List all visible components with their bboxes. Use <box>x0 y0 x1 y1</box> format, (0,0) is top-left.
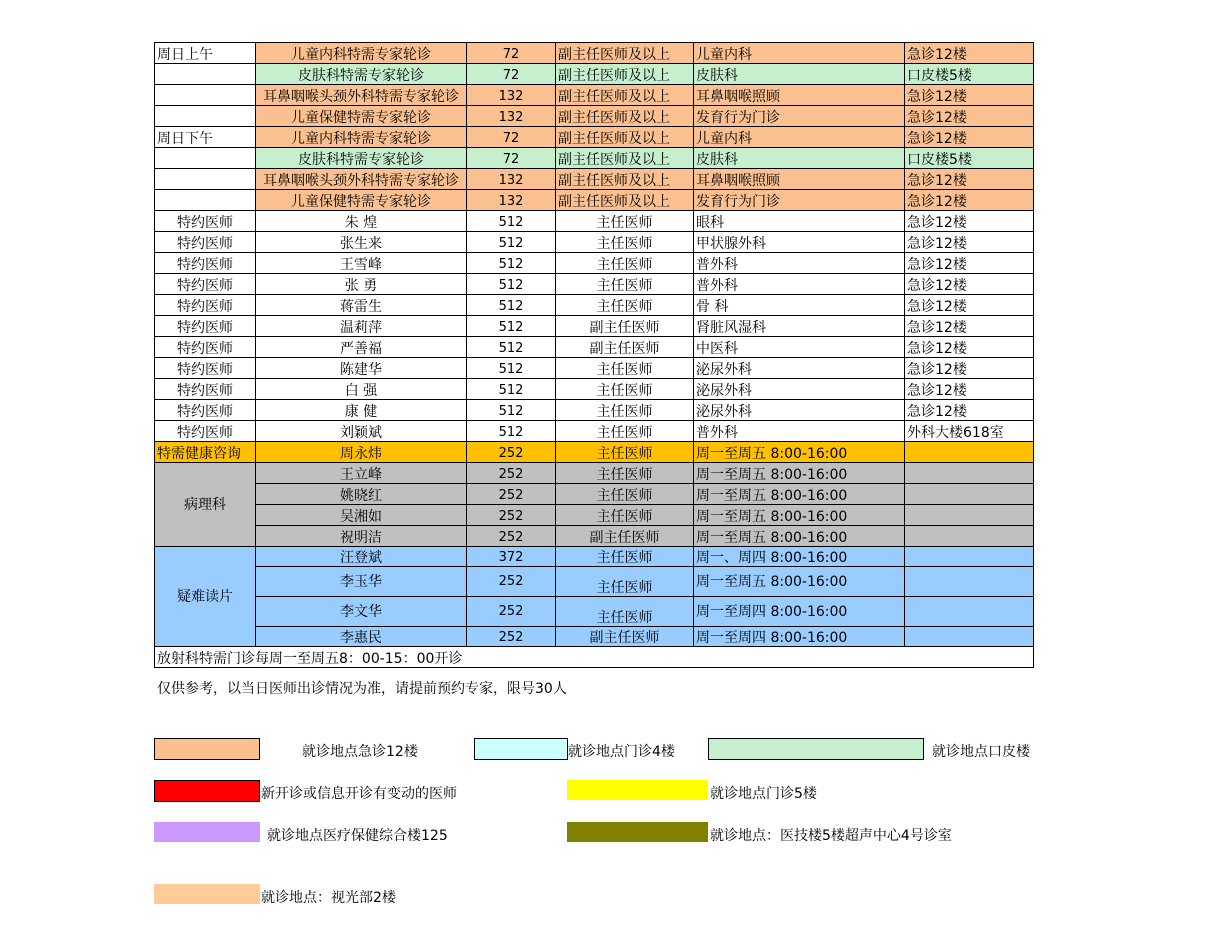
session-cell: 周日上午 <box>155 43 256 64</box>
legend-swatch-purple <box>154 822 260 842</box>
table-row <box>155 484 1034 505</box>
schedule-cell: 周一至周五 8:00-16:00 <box>694 484 905 505</box>
table-row <box>155 64 1034 85</box>
fee-cell: 252 <box>467 526 556 547</box>
title-cell: 主任医师 <box>556 211 694 232</box>
department-cell: 普外科 <box>694 274 905 295</box>
clinic-name-cell: 严善福 <box>256 337 467 358</box>
location-cell: 急诊12楼 <box>905 127 1034 148</box>
location-cell <box>905 567 1034 597</box>
location-cell <box>905 547 1034 567</box>
title-cell: 主任医师 <box>556 379 694 400</box>
session-cell <box>155 148 256 169</box>
legend-label-op5: 就诊地点门诊5楼 <box>710 786 817 802</box>
radiology-hours-row: 放射科特需门诊每周一至周五8：00-15：00开诊 <box>155 647 1034 668</box>
fee-cell: 252 <box>467 597 556 627</box>
location-cell: 急诊12楼 <box>905 190 1034 211</box>
schedule-cell: 周一至周四 8:00-16:00 <box>694 597 905 627</box>
fee-cell: 512 <box>467 232 556 253</box>
title-cell: 主任医师 <box>556 442 694 463</box>
clinic-name-cell: 白 强 <box>256 379 467 400</box>
session-cell: 特约医师 <box>155 232 256 253</box>
location-cell <box>905 442 1034 463</box>
title-cell: 副主任医师及以上 <box>556 190 694 211</box>
session-cell: 特约医师 <box>155 211 256 232</box>
location-cell: 急诊12楼 <box>905 169 1034 190</box>
legend-label-optometry: 就诊地点：视光部2楼 <box>261 890 396 906</box>
location-cell: 急诊12楼 <box>905 337 1034 358</box>
department-cell: 泌尿外科 <box>694 379 905 400</box>
location-cell <box>905 597 1034 627</box>
title-cell: 主任医师 <box>556 567 694 597</box>
location-cell: 急诊12楼 <box>905 106 1034 127</box>
clinic-name-cell: 张 勇 <box>256 274 467 295</box>
title-cell: 副主任医师 <box>556 627 694 647</box>
table-row <box>155 190 1034 211</box>
legend-label-ultrasound: 就诊地点：医技楼5楼超声中心4号诊室 <box>710 828 952 844</box>
legend-swatch-yellow <box>567 780 708 800</box>
legend-swatch-red <box>154 780 260 802</box>
session-cell: 特约医师 <box>155 379 256 400</box>
legend-swatch-green <box>708 738 924 760</box>
fee-cell: 252 <box>467 567 556 597</box>
table-row <box>155 597 1034 627</box>
title-cell: 主任医师 <box>556 505 694 526</box>
table-row <box>155 526 1034 547</box>
department-cell: 骨 科 <box>694 295 905 316</box>
legend-swatch-olive <box>567 822 708 842</box>
session-cell: 特约医师 <box>155 274 256 295</box>
table-row <box>155 253 1034 274</box>
table-row <box>155 400 1034 421</box>
session-cell <box>155 85 256 106</box>
session-cell: 特约医师 <box>155 253 256 274</box>
fee-cell: 72 <box>467 43 556 64</box>
location-cell: 急诊12楼 <box>905 316 1034 337</box>
table-row <box>155 274 1034 295</box>
title-cell: 副主任医师及以上 <box>556 43 694 64</box>
fee-cell: 372 <box>467 547 556 567</box>
fee-cell: 512 <box>467 379 556 400</box>
schedule-cell: 周一至周五 8:00-16:00 <box>694 567 905 597</box>
legend-swatch-peach <box>154 884 260 904</box>
clinic-name-cell: 蒋雷生 <box>256 295 467 316</box>
clinic-name-cell: 刘颖斌 <box>256 421 467 442</box>
table-row <box>155 442 1034 463</box>
title-cell: 主任医师 <box>556 597 694 627</box>
table-row <box>155 85 1034 106</box>
session-cell <box>155 190 256 211</box>
legend-label-oral-skin: 就诊地点口皮楼 <box>932 744 1030 760</box>
fee-cell: 132 <box>467 85 556 106</box>
table-row <box>155 337 1034 358</box>
department-cell: 周一至周五 8:00-16:00 <box>694 442 905 463</box>
fee-cell: 132 <box>467 169 556 190</box>
table-row <box>155 627 1034 647</box>
location-cell: 急诊12楼 <box>905 274 1034 295</box>
session-cell <box>155 64 256 85</box>
location-cell: 急诊12楼 <box>905 400 1034 421</box>
schedule-cell: 周一、周四 8:00-16:00 <box>694 547 905 567</box>
fee-cell: 132 <box>467 190 556 211</box>
disclaimer-note: 仅供参考，以当日医师出诊情况为准，请提前预约专家，限号30人 <box>157 681 567 697</box>
legend-label-er12: 就诊地点急诊12楼 <box>302 744 418 760</box>
fee-cell: 512 <box>467 337 556 358</box>
schedule-cell: 周一至周四 8:00-16:00 <box>694 627 905 647</box>
fee-cell: 512 <box>467 400 556 421</box>
fee-cell: 512 <box>467 274 556 295</box>
fee-cell: 72 <box>467 64 556 85</box>
location-cell: 急诊12楼 <box>905 85 1034 106</box>
clinic-name-cell: 耳鼻咽喉头颈外科特需专家轮诊 <box>256 169 467 190</box>
clinic-name-cell: 陈建华 <box>256 358 467 379</box>
location-cell: 急诊12楼 <box>905 232 1034 253</box>
fee-cell: 72 <box>467 148 556 169</box>
title-cell: 副主任医师 <box>556 526 694 547</box>
location-cell: 急诊12楼 <box>905 358 1034 379</box>
clinic-name-cell: 儿童内科特需专家轮诊 <box>256 127 467 148</box>
session-cell <box>155 106 256 127</box>
table-row <box>155 232 1034 253</box>
session-cell: 特约医师 <box>155 421 256 442</box>
location-cell: 外科大楼618室 <box>905 421 1034 442</box>
fee-cell: 512 <box>467 358 556 379</box>
legend-label-health-bldg: 就诊地点医疗保健综合楼125 <box>267 828 448 844</box>
title-cell: 主任医师 <box>556 484 694 505</box>
group-label-pathology: 病理科 <box>155 463 256 547</box>
department-cell: 普外科 <box>694 421 905 442</box>
doctor-name-cell: 姚晓红 <box>256 484 467 505</box>
fee-cell: 252 <box>467 627 556 647</box>
clinic-name-cell: 儿童内科特需专家轮诊 <box>256 43 467 64</box>
title-cell: 主任医师 <box>556 421 694 442</box>
schedule-cell: 周一至周五 8:00-16:00 <box>694 463 905 484</box>
fee-cell: 72 <box>467 127 556 148</box>
location-cell: 急诊12楼 <box>905 43 1034 64</box>
location-cell: 口皮楼5楼 <box>905 148 1034 169</box>
department-cell: 发育行为门诊 <box>694 190 905 211</box>
location-cell: 急诊12楼 <box>905 379 1034 400</box>
schedule-cell: 周一至周五 8:00-16:00 <box>694 526 905 547</box>
fee-cell: 252 <box>467 463 556 484</box>
fee-cell: 512 <box>467 295 556 316</box>
title-cell: 主任医师 <box>556 295 694 316</box>
location-cell: 口皮楼5楼 <box>905 64 1034 85</box>
table-row <box>155 421 1034 442</box>
fee-cell: 252 <box>467 442 556 463</box>
session-cell: 特需健康咨询 <box>155 442 256 463</box>
location-cell: 急诊12楼 <box>905 253 1034 274</box>
clinic-name-cell: 周永炜 <box>256 442 467 463</box>
location-cell <box>905 505 1034 526</box>
doctor-name-cell: 吴湘如 <box>256 505 467 526</box>
title-cell: 副主任医师及以上 <box>556 148 694 169</box>
session-cell: 特约医师 <box>155 400 256 421</box>
fee-cell: 132 <box>467 106 556 127</box>
session-cell: 特约医师 <box>155 316 256 337</box>
title-cell: 副主任医师及以上 <box>556 64 694 85</box>
doctor-name-cell: 祝明洁 <box>256 526 467 547</box>
title-cell: 主任医师 <box>556 463 694 484</box>
table-row <box>155 295 1034 316</box>
session-cell: 特约医师 <box>155 358 256 379</box>
legend-swatch-cyan <box>474 738 568 760</box>
legend-label-new-doctor: 新开诊或信息开诊有变动的医师 <box>261 786 457 802</box>
table-row <box>155 647 1034 668</box>
table-row <box>155 316 1034 337</box>
location-cell: 急诊12楼 <box>905 211 1034 232</box>
clinic-name-cell: 王雪峰 <box>256 253 467 274</box>
clinic-name-cell: 温莉萍 <box>256 316 467 337</box>
title-cell: 副主任医师及以上 <box>556 85 694 106</box>
fee-cell: 512 <box>467 421 556 442</box>
doctor-name-cell: 李玉华 <box>256 567 467 597</box>
table-row <box>155 211 1034 232</box>
clinic-name-cell: 皮肤科特需专家轮诊 <box>256 148 467 169</box>
doctor-name-cell: 李惠民 <box>256 627 467 647</box>
title-cell: 主任医师 <box>556 253 694 274</box>
table-row <box>155 505 1034 526</box>
department-cell: 耳鼻咽喉照顾 <box>694 169 905 190</box>
table-row <box>155 379 1034 400</box>
fee-cell: 252 <box>467 484 556 505</box>
clinic-name-cell: 康 健 <box>256 400 467 421</box>
legend-label-op4: 就诊地点门诊4楼 <box>568 744 675 760</box>
location-cell <box>905 627 1034 647</box>
schedule-table <box>154 42 1034 668</box>
department-cell: 皮肤科 <box>694 64 905 85</box>
table-row <box>155 463 1034 484</box>
department-cell: 甲状腺外科 <box>694 232 905 253</box>
title-cell: 副主任医师 <box>556 337 694 358</box>
department-cell: 中医科 <box>694 337 905 358</box>
table-row <box>155 148 1034 169</box>
title-cell: 副主任医师及以上 <box>556 169 694 190</box>
clinic-name-cell: 皮肤科特需专家轮诊 <box>256 64 467 85</box>
group-label-reading: 疑难读片 <box>155 547 256 647</box>
department-cell: 发育行为门诊 <box>694 106 905 127</box>
doctor-name-cell: 李文华 <box>256 597 467 627</box>
clinic-name-cell: 耳鼻咽喉头颈外科特需专家轮诊 <box>256 85 467 106</box>
clinic-name-cell: 朱 煌 <box>256 211 467 232</box>
title-cell: 主任医师 <box>556 547 694 567</box>
table-row <box>155 547 1034 567</box>
department-cell: 皮肤科 <box>694 148 905 169</box>
department-cell: 耳鼻咽喉照顾 <box>694 85 905 106</box>
title-cell: 副主任医师 <box>556 316 694 337</box>
location-cell <box>905 526 1034 547</box>
fee-cell: 512 <box>467 253 556 274</box>
table-row <box>155 169 1034 190</box>
title-cell: 主任医师 <box>556 232 694 253</box>
session-cell: 周日下午 <box>155 127 256 148</box>
title-cell: 主任医师 <box>556 274 694 295</box>
clinic-name-cell: 儿童保健特需专家轮诊 <box>256 106 467 127</box>
fee-cell: 252 <box>467 505 556 526</box>
title-cell: 主任医师 <box>556 400 694 421</box>
doctor-name-cell: 汪登斌 <box>256 547 467 567</box>
fee-cell: 512 <box>467 316 556 337</box>
doctor-name-cell: 王立峰 <box>256 463 467 484</box>
department-cell: 儿童内科 <box>694 43 905 64</box>
session-cell: 特约医师 <box>155 295 256 316</box>
table-row <box>155 567 1034 597</box>
department-cell: 肾脏风湿科 <box>694 316 905 337</box>
session-cell <box>155 169 256 190</box>
clinic-name-cell: 儿童保健特需专家轮诊 <box>256 190 467 211</box>
department-cell: 眼科 <box>694 211 905 232</box>
title-cell: 主任医师 <box>556 358 694 379</box>
location-cell: 急诊12楼 <box>905 295 1034 316</box>
location-cell <box>905 463 1034 484</box>
fee-cell: 512 <box>467 211 556 232</box>
department-cell: 泌尿外科 <box>694 358 905 379</box>
table-row <box>155 106 1034 127</box>
table-row <box>155 127 1034 148</box>
table-row <box>155 43 1034 64</box>
session-cell: 特约医师 <box>155 337 256 358</box>
department-cell: 普外科 <box>694 253 905 274</box>
title-cell: 副主任医师及以上 <box>556 106 694 127</box>
department-cell: 儿童内科 <box>694 127 905 148</box>
location-cell <box>905 484 1034 505</box>
schedule-cell: 周一至周五 8:00-16:00 <box>694 505 905 526</box>
clinic-name-cell: 张生来 <box>256 232 467 253</box>
title-cell: 副主任医师及以上 <box>556 127 694 148</box>
legend-swatch-orange <box>154 738 260 760</box>
table-row <box>155 358 1034 379</box>
department-cell: 泌尿外科 <box>694 400 905 421</box>
